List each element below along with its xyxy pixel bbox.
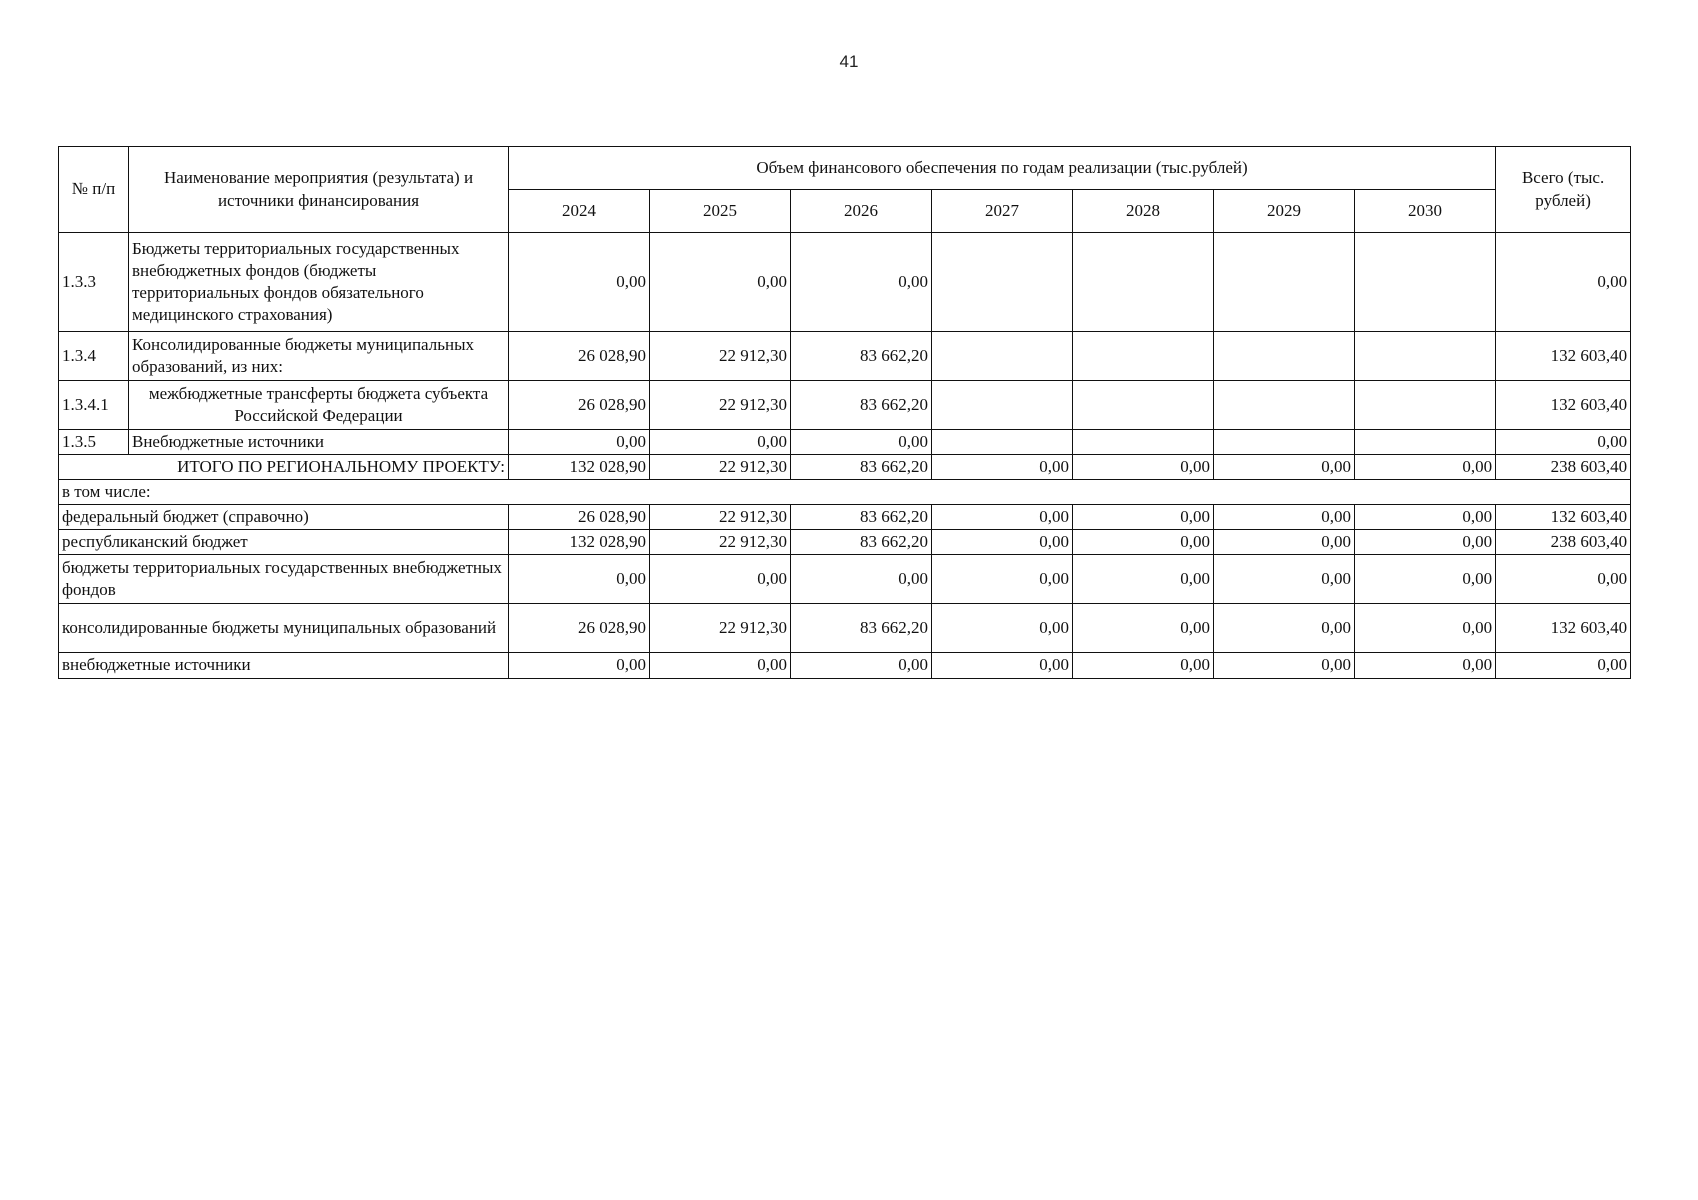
grand-total-value: 0,00: [932, 455, 1073, 480]
grand-total-value: 0,00: [1355, 455, 1496, 480]
row-value: [1214, 430, 1355, 455]
breakdown-total: 0,00: [1496, 653, 1631, 678]
row-code: 1.3.5: [59, 430, 129, 455]
breakdown-value: 0,00: [1214, 604, 1355, 653]
breakdown-value: 0,00: [791, 555, 932, 604]
breakdown-value: 83 662,20: [791, 604, 932, 653]
row-value: 83 662,20: [791, 332, 932, 381]
row-value: 22 912,30: [650, 332, 791, 381]
breakdown-value: 22 912,30: [650, 604, 791, 653]
grand-total-label: ИТОГО ПО РЕГИОНАЛЬНОМУ ПРОЕКТУ:: [59, 455, 509, 480]
breakdown-value: 0,00: [1073, 530, 1214, 555]
breakdown-total: 0,00: [1496, 555, 1631, 604]
header-years-group: Объем финансового обеспечения по годам реализации (тыс.рублей): [509, 147, 1496, 190]
row-value: 0,00: [791, 430, 932, 455]
row-value: 0,00: [509, 430, 650, 455]
row-value: 0,00: [509, 233, 650, 332]
row-value: 0,00: [650, 233, 791, 332]
breakdown-value: 0,00: [932, 604, 1073, 653]
row-value: [1355, 430, 1496, 455]
breakdown-value: 0,00: [650, 653, 791, 678]
breakdown-value: 0,00: [509, 555, 650, 604]
row-value: 0,00: [791, 233, 932, 332]
row-value: 22 912,30: [650, 381, 791, 430]
row-value: [1355, 381, 1496, 430]
financing-table: [58, 146, 1631, 679]
breakdown-value: 0,00: [932, 505, 1073, 530]
row-name: межбюджетные трансферты бюджета субъекта Российской Федерации: [129, 381, 509, 430]
breakdown-label: федеральный бюджет (справочно): [59, 505, 509, 530]
grand-total-row: [59, 455, 1631, 480]
header-year: 2030: [1355, 190, 1496, 233]
row-value: 83 662,20: [791, 381, 932, 430]
breakdown-total: 238 603,40: [1496, 530, 1631, 555]
header-year: 2025: [650, 190, 791, 233]
row-value: [1073, 332, 1214, 381]
breakdown-value: 0,00: [1214, 653, 1355, 678]
breakdown-value: 0,00: [932, 530, 1073, 555]
table-row: [59, 233, 1631, 332]
row-name: Внебюджетные источники: [129, 430, 509, 455]
row-value: 26 028,90: [509, 381, 650, 430]
breakdown-value: 0,00: [791, 653, 932, 678]
row-code: 1.3.4.1: [59, 381, 129, 430]
breakdown-value: 132 028,90: [509, 530, 650, 555]
breakdown-value: 0,00: [1214, 555, 1355, 604]
breakdown-value: 22 912,30: [650, 530, 791, 555]
breakdown-row: [59, 604, 1631, 653]
breakdown-total: 132 603,40: [1496, 505, 1631, 530]
including-row: [59, 480, 1631, 505]
page-number: 41: [839, 52, 859, 71]
row-value: [932, 233, 1073, 332]
breakdown-value: 0,00: [1214, 505, 1355, 530]
row-value: 26 028,90: [509, 332, 650, 381]
header-year: 2027: [932, 190, 1073, 233]
header-year: 2026: [791, 190, 932, 233]
breakdown-value: 26 028,90: [509, 604, 650, 653]
row-code: 1.3.3: [59, 233, 129, 332]
breakdown-row: [59, 505, 1631, 530]
table-row: [59, 430, 1631, 455]
breakdown-value: 0,00: [932, 653, 1073, 678]
row-name: Консолидированные бюджеты муниципальных образований, из них:: [129, 332, 509, 381]
header-year: 2028: [1073, 190, 1214, 233]
breakdown-value: 26 028,90: [509, 505, 650, 530]
row-value: [1214, 332, 1355, 381]
breakdown-label: внебюджетные источники: [59, 653, 509, 678]
row-value: [1073, 430, 1214, 455]
row-name: Бюджеты территориальных государственных внебюджетных фондов (бюджеты территориальных фондов обязательного медицинского страхования): [129, 233, 509, 332]
breakdown-value: 83 662,20: [791, 530, 932, 555]
header-col-number: № п/п: [59, 147, 129, 233]
breakdown-value: 0,00: [1073, 653, 1214, 678]
breakdown-value: 0,00: [1355, 505, 1496, 530]
table-row: [59, 381, 1631, 430]
breakdown-value: 22 912,30: [650, 505, 791, 530]
table-row: [59, 332, 1631, 381]
row-value: [1355, 332, 1496, 381]
including-label: в том числе:: [59, 480, 1631, 505]
header-year: 2029: [1214, 190, 1355, 233]
row-total: 0,00: [1496, 430, 1631, 455]
row-value: [1073, 233, 1214, 332]
row-value: [1214, 381, 1355, 430]
breakdown-value: 83 662,20: [791, 505, 932, 530]
row-value: [932, 381, 1073, 430]
breakdown-value: 0,00: [1355, 604, 1496, 653]
breakdown-row: [59, 653, 1631, 678]
row-total: 132 603,40: [1496, 332, 1631, 381]
breakdown-value: 0,00: [1073, 604, 1214, 653]
breakdown-value: 0,00: [509, 653, 650, 678]
row-value: [1073, 381, 1214, 430]
grand-total-value: 83 662,20: [791, 455, 932, 480]
breakdown-label: республиканский бюджет: [59, 530, 509, 555]
grand-total-value: 0,00: [1073, 455, 1214, 480]
row-value: [932, 430, 1073, 455]
breakdown-value: 0,00: [1073, 505, 1214, 530]
breakdown-value: 0,00: [1355, 530, 1496, 555]
row-value: 0,00: [650, 430, 791, 455]
breakdown-value: 0,00: [932, 555, 1073, 604]
breakdown-label: бюджеты территориальных государственных внебюджетных фондов: [59, 555, 509, 604]
row-value: [1355, 233, 1496, 332]
header-col-total: Всего (тыс. рублей): [1496, 147, 1631, 233]
header-year: 2024: [509, 190, 650, 233]
row-total: 0,00: [1496, 233, 1631, 332]
row-total: 132 603,40: [1496, 381, 1631, 430]
breakdown-value: 0,00: [1073, 555, 1214, 604]
grand-total-value: 132 028,90: [509, 455, 650, 480]
row-code: 1.3.4: [59, 332, 129, 381]
breakdown-value: 0,00: [1214, 530, 1355, 555]
row-value: [932, 332, 1073, 381]
grand-total-value: 22 912,30: [650, 455, 791, 480]
breakdown-label: консолидированные бюджеты муниципальных образований: [59, 604, 509, 653]
breakdown-value: 0,00: [1355, 555, 1496, 604]
grand-total-value: 0,00: [1214, 455, 1355, 480]
row-value: [1214, 233, 1355, 332]
breakdown-value: 0,00: [1355, 653, 1496, 678]
breakdown-row: [59, 555, 1631, 604]
breakdown-row: [59, 530, 1631, 555]
header-col-name: Наименование мероприятия (результата) и источники финансирования: [129, 147, 509, 233]
breakdown-total: 132 603,40: [1496, 604, 1631, 653]
grand-total-sum: 238 603,40: [1496, 455, 1631, 480]
breakdown-value: 0,00: [650, 555, 791, 604]
